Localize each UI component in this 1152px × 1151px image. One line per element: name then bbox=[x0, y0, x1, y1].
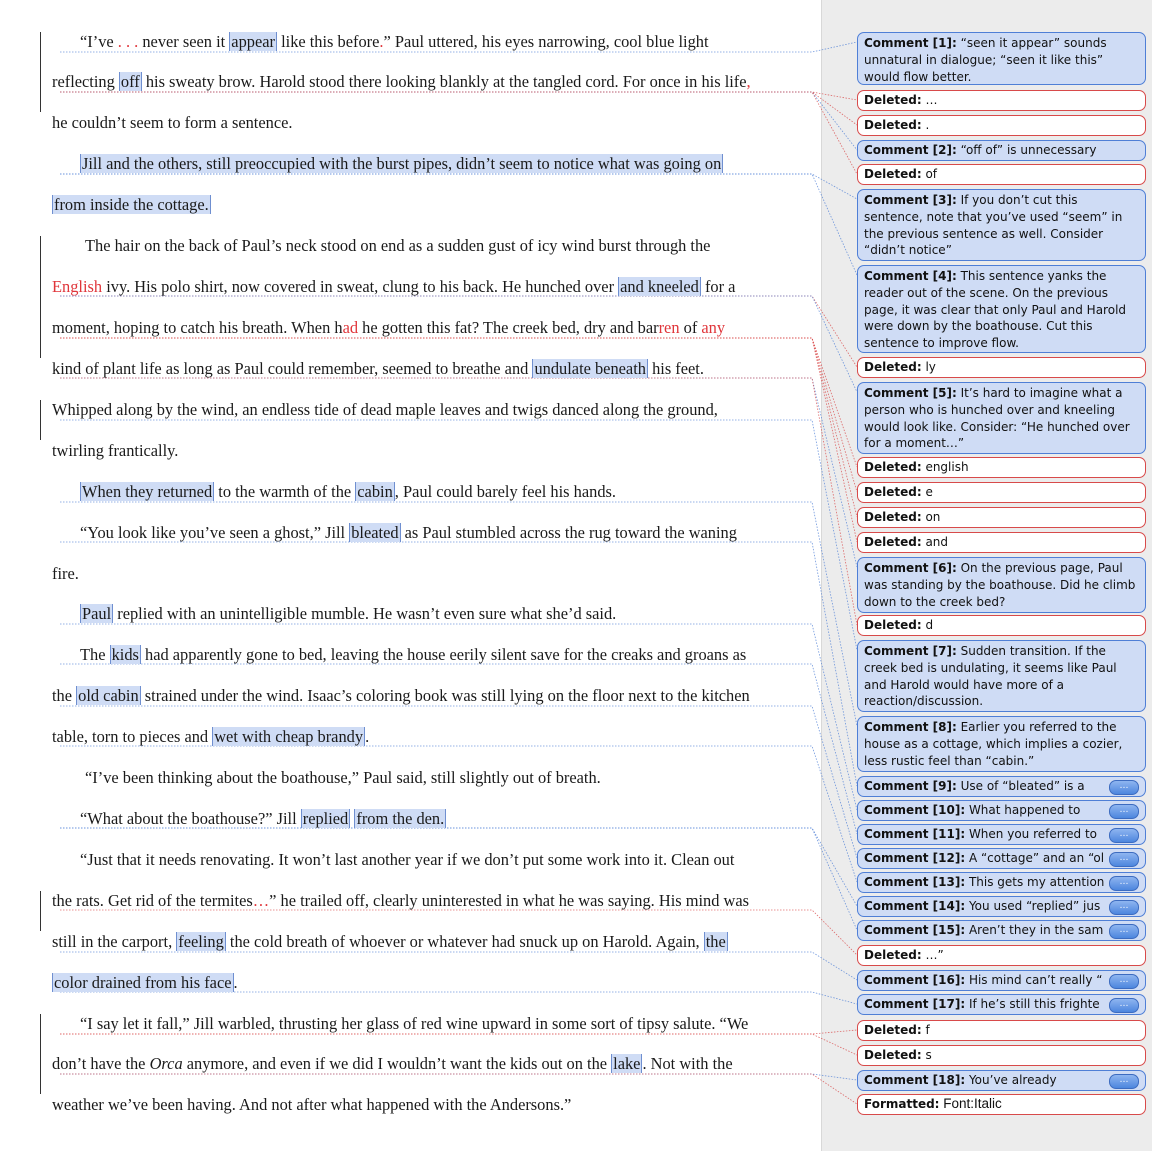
comment-anchor-highlight[interactable]: replied bbox=[302, 809, 349, 828]
expand-comment-button[interactable]: … bbox=[1109, 780, 1139, 795]
text-run: don’t have the bbox=[52, 1054, 150, 1073]
balloon-text: You’ve already bbox=[965, 1073, 1057, 1087]
text-run: the bbox=[52, 686, 77, 705]
text-run: “I’ve bbox=[80, 32, 118, 51]
balloon-text: “off of” is unnecessary bbox=[956, 143, 1097, 157]
manuscript-line bbox=[52, 441, 178, 461]
manuscript-line bbox=[52, 277, 735, 297]
balloon-label: Deleted: bbox=[864, 167, 922, 181]
manuscript-line bbox=[80, 645, 746, 665]
comment-anchor-highlight[interactable]: old cabin bbox=[78, 686, 139, 705]
comment-balloon[interactable] bbox=[857, 32, 1146, 85]
balloon-label: Comment [12]: bbox=[864, 851, 966, 865]
balloon-label: Deleted: bbox=[864, 93, 922, 107]
text-run: never seen it bbox=[142, 32, 230, 51]
inserted-text: . bbox=[379, 32, 384, 51]
balloon-text: … bbox=[921, 93, 938, 107]
deleted-balloon[interactable] bbox=[857, 90, 1146, 111]
manuscript-line bbox=[80, 604, 616, 624]
balloon-text: A “cottage” and an “ol bbox=[965, 851, 1105, 865]
balloon-label: Comment [9]: bbox=[864, 779, 957, 793]
balloon-label: Deleted: bbox=[864, 535, 922, 549]
balloon-text: You used “replied” jus bbox=[965, 899, 1101, 913]
balloon-text: Use of “bleated” is a bbox=[956, 779, 1085, 793]
balloon-text: on bbox=[921, 510, 941, 524]
balloon-label: Comment [13]: bbox=[864, 875, 966, 889]
text-run: to the warmth of the bbox=[214, 482, 356, 501]
deleted-balloon[interactable] bbox=[857, 507, 1146, 528]
balloon-label: Deleted: bbox=[864, 618, 922, 632]
comment-anchor-highlight[interactable]: off bbox=[120, 72, 140, 91]
expand-comment-button[interactable]: … bbox=[1109, 924, 1139, 939]
manuscript-line bbox=[52, 113, 292, 133]
balloon-text: s bbox=[921, 1048, 932, 1062]
comment-balloon[interactable] bbox=[857, 824, 1146, 845]
balloon-text: …” bbox=[921, 948, 944, 962]
text-run: “What about the boathouse?” Jill bbox=[80, 809, 301, 828]
text-run: ivy. His polo shirt, now covered in sweat, clung to his back. He hunched over bbox=[102, 277, 619, 296]
balloon-label: Comment [1]: bbox=[864, 36, 957, 50]
text-run: still in the carport, bbox=[52, 932, 177, 951]
comment-anchor-highlight[interactable]: lake bbox=[613, 1054, 641, 1073]
manuscript-line bbox=[80, 523, 737, 543]
comment-anchor-highlight[interactable]: kids bbox=[111, 645, 139, 664]
text-run: the rats. Get rid of the termites bbox=[52, 891, 253, 910]
manuscript-line bbox=[80, 154, 723, 174]
text-run: The bbox=[80, 645, 110, 664]
italic-text: Orca bbox=[149, 1054, 183, 1073]
change-bar bbox=[40, 400, 41, 440]
leader-line bbox=[60, 174, 857, 275]
leader-line bbox=[60, 992, 857, 1004]
deleted-balloon[interactable] bbox=[857, 615, 1146, 636]
text-run: his sweaty brow. Harold stood there looking blankly at the tangled cord. For once in his life bbox=[141, 72, 747, 91]
expand-comment-button[interactable]: … bbox=[1109, 828, 1139, 843]
text-run: ” Paul uttered, his eyes narrowing, cool blue light bbox=[383, 32, 709, 51]
balloon-text: ly bbox=[921, 360, 936, 374]
manuscript-line bbox=[80, 1014, 748, 1034]
balloon-text: Sudden transition. If the creek bed is undulating, it seems like Paul and Harold would have more of a reaction/discussion. bbox=[864, 644, 1117, 709]
text-run: “I say let it fall,” Jill warbled, thrusting her glass of red wine upward in some sort of tipsy salute. “We bbox=[80, 1014, 749, 1033]
text-run: replied with an unintelligible mumble. He wasn’t even sure what she’d said. bbox=[113, 604, 617, 623]
comment-anchor-highlight[interactable]: wet with cheap brandy bbox=[214, 727, 364, 746]
manuscript-line bbox=[52, 891, 749, 911]
manuscript-line bbox=[52, 1054, 733, 1074]
change-bar bbox=[40, 1014, 41, 1094]
comment-balloon[interactable] bbox=[857, 872, 1146, 893]
text-run: twirling frantically. bbox=[52, 441, 179, 460]
deleted-balloon[interactable] bbox=[857, 1045, 1146, 1066]
balloon-text: f bbox=[921, 1023, 930, 1037]
change-bar bbox=[40, 32, 41, 112]
comment-balloon[interactable] bbox=[857, 716, 1146, 772]
manuscript-line bbox=[80, 809, 446, 829]
comment-balloon[interactable] bbox=[857, 189, 1146, 261]
text-run: table, torn to pieces and bbox=[52, 727, 213, 746]
balloon-label: Comment [17]: bbox=[864, 997, 966, 1011]
comment-balloon[interactable] bbox=[857, 776, 1146, 797]
manuscript-line bbox=[80, 482, 616, 502]
balloon-text: It’s hard to imagine what a person who is hunched over and kneeling would look like. Consider: “He hunched over for a moment…” bbox=[864, 386, 1130, 451]
deleted-balloon[interactable] bbox=[857, 457, 1146, 478]
expand-comment-button[interactable]: … bbox=[1109, 876, 1139, 891]
comment-anchor-highlight[interactable]: When they returned bbox=[82, 482, 213, 501]
manuscript-line bbox=[52, 973, 238, 993]
comment-anchor-highlight[interactable]: the bbox=[705, 932, 726, 951]
comment-anchor-highlight[interactable]: appear bbox=[231, 32, 275, 51]
balloon-label: Deleted: bbox=[864, 360, 922, 374]
inserted-text: . . . bbox=[117, 32, 143, 51]
inserted-text: English bbox=[52, 277, 103, 296]
comment-balloon[interactable] bbox=[857, 970, 1146, 991]
comment-anchor-highlight[interactable]: Paul bbox=[82, 604, 112, 623]
balloon-text: Aren’t they in the sam bbox=[965, 923, 1104, 937]
text-run: . bbox=[365, 727, 370, 746]
inserted-text: ad bbox=[342, 318, 359, 337]
balloon-label: Comment [8]: bbox=[864, 720, 957, 734]
balloon-text: On the previous page, Paul was standing by the boathouse. Did he climb down to the creek bed? bbox=[864, 561, 1136, 609]
balloon-label: Deleted: bbox=[864, 948, 922, 962]
balloon-text: This gets my attention bbox=[965, 875, 1105, 889]
comment-balloon[interactable] bbox=[857, 800, 1146, 821]
comment-balloon[interactable] bbox=[857, 265, 1146, 353]
expand-comment-button[interactable]: … bbox=[1109, 804, 1139, 819]
balloon-label: Comment [14]: bbox=[864, 899, 966, 913]
text-run: “Just that it needs renovating. It won’t last another year if we don’t put some work into it. Clean out bbox=[80, 850, 735, 869]
deleted-balloon[interactable] bbox=[857, 1020, 1146, 1041]
balloon-label: Comment [15]: bbox=[864, 923, 966, 937]
text-run: The hair on the back of Paul’s neck stood on end as a sudden gust of icy wind burst through the bbox=[85, 236, 711, 255]
deleted-balloon[interactable] bbox=[857, 357, 1146, 378]
comment-anchor-highlight[interactable]: cabin bbox=[357, 482, 393, 501]
text-run: he couldn’t seem to form a sentence. bbox=[52, 113, 293, 132]
balloon-text: When you referred to bbox=[965, 827, 1097, 841]
manuscript-line bbox=[52, 195, 211, 215]
comment-balloon[interactable] bbox=[857, 848, 1146, 869]
comment-balloon[interactable] bbox=[857, 382, 1146, 454]
comment-anchor-highlight[interactable]: undulate beneath bbox=[534, 359, 646, 378]
text-run: . bbox=[233, 973, 238, 992]
balloon-label: Formatted: bbox=[864, 1097, 940, 1111]
text-run: , Paul could barely feel his hands. bbox=[394, 482, 616, 501]
balloon-text: “seen it appear” sounds unnatural in dialogue; “seen it like this” would flow better. bbox=[864, 36, 1107, 84]
manuscript-line bbox=[52, 727, 369, 747]
balloon-label: Comment [7]: bbox=[864, 644, 957, 658]
comment-anchor-highlight[interactable]: bleated bbox=[351, 523, 399, 542]
text-run: reflecting bbox=[52, 72, 119, 91]
text-run: like this before bbox=[276, 32, 380, 51]
comment-balloon[interactable] bbox=[857, 896, 1146, 917]
balloon-label: Deleted: bbox=[864, 485, 922, 499]
text-run: as Paul stumbled across the rug toward the waning bbox=[400, 523, 737, 542]
balloon-label: Comment [11]: bbox=[864, 827, 966, 841]
text-run: for a bbox=[700, 277, 736, 296]
comment-anchor-highlight[interactable]: from the den. bbox=[356, 809, 445, 828]
manuscript-line bbox=[80, 32, 709, 52]
manuscript-line bbox=[85, 236, 710, 256]
text-run: of bbox=[679, 318, 702, 337]
manuscript-line bbox=[80, 850, 734, 870]
change-bar bbox=[40, 236, 41, 358]
leader-line bbox=[60, 1074, 857, 1080]
expand-comment-button[interactable]: … bbox=[1109, 974, 1139, 989]
balloon-text: This sentence yanks the reader out of the scene. On the previous page, it was clear that only Paul and Harold were down by the boathouse. Cut this sentence to improve flow. bbox=[864, 269, 1127, 351]
expand-comment-button[interactable]: … bbox=[1109, 1074, 1139, 1089]
deleted-balloon[interactable] bbox=[857, 945, 1146, 966]
balloon-text: Font:Italic bbox=[939, 1096, 1002, 1111]
inserted-text: any bbox=[701, 318, 726, 337]
text-run: ” he trailed off, clearly uninterested in what he was saying. His mind was bbox=[269, 891, 750, 910]
expand-comment-button[interactable]: … bbox=[1109, 998, 1139, 1013]
text-run: Whipped along by the wind, an endless tide of dead maple leaves and twigs danced along the ground, bbox=[52, 400, 718, 419]
manuscript-line bbox=[52, 686, 750, 706]
balloon-label: Deleted: bbox=[864, 1048, 922, 1062]
balloon-label: Deleted: bbox=[864, 1023, 922, 1037]
comment-anchor-highlight[interactable]: from inside the cottage. bbox=[54, 195, 209, 214]
balloon-label: Deleted: bbox=[864, 118, 922, 132]
text-run: . Not with the bbox=[642, 1054, 733, 1073]
text-run: “You look like you’ve seen a ghost,” Jill bbox=[80, 523, 350, 542]
manuscript-line bbox=[52, 72, 751, 92]
text-run: fire. bbox=[52, 564, 79, 583]
balloon-label: Comment [5]: bbox=[864, 386, 957, 400]
comment-anchor-highlight[interactable]: and kneeled bbox=[620, 277, 699, 296]
change-bar bbox=[40, 891, 41, 931]
text-run: had apparently gone to bed, leaving the house eerily silent save for the creaks and groans as bbox=[140, 645, 747, 664]
balloon-label: Comment [6]: bbox=[864, 561, 957, 575]
deleted-balloon[interactable] bbox=[857, 482, 1146, 503]
leader-line bbox=[60, 828, 857, 930]
balloon-text: His mind can’t really “ bbox=[965, 973, 1103, 987]
comment-balloon[interactable] bbox=[857, 1070, 1146, 1091]
expand-comment-button[interactable]: … bbox=[1109, 900, 1139, 915]
balloon-text: Earlier you referred to the house as a cottage, which implies a cozier, less rustic feel than “cabin.” bbox=[864, 720, 1123, 768]
inserted-text: ren bbox=[658, 318, 680, 337]
formatted-balloon[interactable] bbox=[857, 1094, 1146, 1115]
text-run: “I’ve been thinking about the boathouse,” Paul said, still slightly out of breath. bbox=[85, 768, 601, 787]
balloon-text: e bbox=[921, 485, 933, 499]
balloon-text: and bbox=[921, 535, 949, 549]
manuscript-line bbox=[52, 1095, 571, 1115]
inserted-text: , bbox=[746, 72, 751, 91]
leader-line bbox=[60, 1034, 857, 1055]
balloon-label: Comment [18]: bbox=[864, 1073, 966, 1087]
text-run: weather we’ve been having. And not after what happened with the Andersons.” bbox=[52, 1095, 572, 1114]
comment-balloon[interactable] bbox=[857, 640, 1146, 712]
comment-anchor-highlight[interactable]: color drained from his face bbox=[54, 973, 232, 992]
text-run: kind of plant life as long as Paul could remember, seemed to breathe and bbox=[52, 359, 533, 378]
balloon-text: d bbox=[921, 618, 934, 632]
balloon-text: If you don’t cut this sentence, note that you’ve used “seem” in the previous sentence as well. Consider “didn’t notice” bbox=[864, 193, 1123, 258]
text-run: the cold breath of whoever or whatever had snuck up on Harold. Again, bbox=[225, 932, 704, 951]
balloon-label: Deleted: bbox=[864, 460, 922, 474]
expand-comment-button[interactable]: … bbox=[1109, 852, 1139, 867]
balloon-text: If he’s still this frighte bbox=[965, 997, 1100, 1011]
manuscript-line bbox=[52, 318, 725, 338]
manuscript-line bbox=[52, 400, 718, 420]
text-run: his feet. bbox=[647, 359, 704, 378]
balloon-label: Comment [4]: bbox=[864, 269, 957, 283]
manuscript-line bbox=[85, 768, 601, 788]
text-run: strained under the wind. Isaac’s coloring book was still lying on the floor next to the kitchen bbox=[140, 686, 750, 705]
deleted-balloon[interactable] bbox=[857, 532, 1146, 553]
leader-line bbox=[60, 92, 857, 100]
comment-anchor-highlight[interactable]: Jill and the others, still preoccupied with the burst pipes, didn’t seem to notice what was going on bbox=[82, 154, 722, 173]
comment-balloon[interactable] bbox=[857, 140, 1146, 161]
text-run: anymore, and even if we did I wouldn’t want the kids out on the bbox=[182, 1054, 612, 1073]
comment-balloon[interactable] bbox=[857, 994, 1146, 1015]
balloon-label: Comment [3]: bbox=[864, 193, 957, 207]
comment-balloon[interactable] bbox=[857, 920, 1146, 941]
balloon-label: Comment [2]: bbox=[864, 143, 957, 157]
manuscript-line bbox=[52, 564, 79, 584]
text-run: he gotten this fat? The creek bed, dry and bar bbox=[358, 318, 659, 337]
comment-anchor-highlight[interactable]: feeling bbox=[178, 932, 224, 951]
balloon-text: What happened to bbox=[965, 803, 1081, 817]
deleted-balloon[interactable] bbox=[857, 164, 1146, 185]
comment-balloon[interactable] bbox=[857, 557, 1146, 613]
deleted-balloon[interactable] bbox=[857, 115, 1146, 136]
balloon-label: Deleted: bbox=[864, 510, 922, 524]
manuscript-line bbox=[52, 359, 704, 379]
balloon-text: . bbox=[921, 118, 930, 132]
balloon-text: of bbox=[921, 167, 938, 181]
manuscript-line bbox=[52, 932, 728, 952]
balloon-label: Comment [10]: bbox=[864, 803, 966, 817]
text-run: moment, hoping to catch his breath. When h bbox=[52, 318, 343, 337]
inserted-text: … bbox=[252, 891, 270, 910]
balloon-text: english bbox=[921, 460, 969, 474]
balloon-label: Comment [16]: bbox=[864, 973, 966, 987]
